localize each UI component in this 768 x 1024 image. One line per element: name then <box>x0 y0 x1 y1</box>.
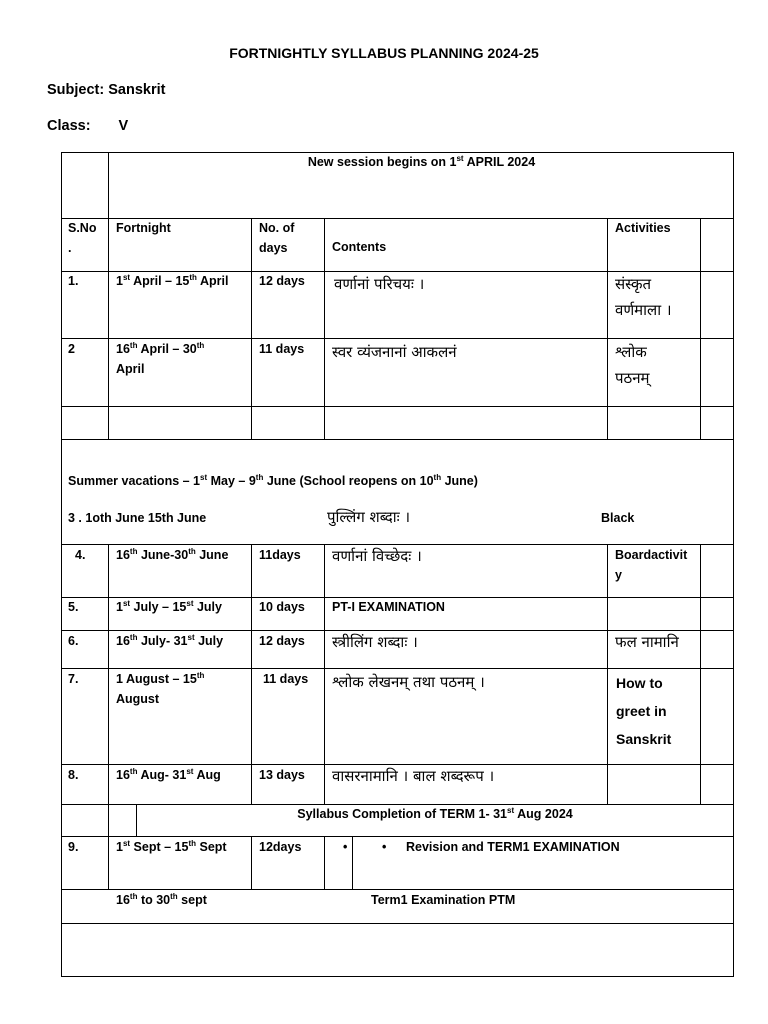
row-7-sno: 7. <box>68 672 79 686</box>
row-4-activity: Boardactivit y <box>615 548 688 582</box>
header-fortnight: Fortnight <box>116 221 171 235</box>
row-1-sno: 1. <box>68 274 79 288</box>
session-start-note: New session begins on 1st APRIL 2024 <box>307 153 536 169</box>
row-9-content: Revision and TERM1 EXAMINATION <box>406 840 620 854</box>
row-5-days: 10 days <box>259 600 305 614</box>
row-7-days: 11 days <box>263 672 309 686</box>
row-7-fortnight: 1 August – 15th August <box>116 670 205 706</box>
row-1-activity: संस्कृत वर्णमाला । <box>615 275 672 319</box>
row-4-content: वर्णानां विच्छेदः । <box>332 547 422 565</box>
row-2-fortnight: 16th April – 30th April <box>116 340 205 376</box>
row-5-sno: 5. <box>68 600 79 614</box>
summer-vacation-note: Summer vacations – 1st May – 9th June (School reopens on 10th June) <box>68 472 478 488</box>
row-6-fortnight: 16th July- 31st July <box>116 632 224 648</box>
class-value: V <box>118 118 129 134</box>
row-4-sno: 4. <box>75 548 86 562</box>
class-label: Class: <box>47 118 91 134</box>
header-contents: Contents <box>332 240 387 254</box>
row-4-days: 11days <box>259 548 301 562</box>
row-5-fortnight: 1st July – 15st July <box>116 598 222 614</box>
row-8-fortnight: 16th Aug- 31st Aug <box>116 766 221 782</box>
row-8-sno: 8. <box>68 768 79 782</box>
row-6-content: स्त्रीलिंग शब्दाः । <box>332 633 418 651</box>
bullet-icon: • <box>343 840 348 854</box>
row-3-content: पुल्लिंग शब्दाः । <box>327 508 411 526</box>
class-line <box>47 118 128 134</box>
header-activities: Activities <box>615 221 671 235</box>
row-9-fortnight: 1st Sept – 15th Sept <box>116 838 227 854</box>
row-2-content: स्वर व्यंजनानां आकलनं <box>332 343 457 361</box>
row-2-activity: श्लोक पठनम् <box>615 343 650 387</box>
row-9-days: 12days <box>259 840 302 854</box>
row-7-activity: How to greet in Sanskrit <box>616 675 672 747</box>
row-2-days: 11 days <box>259 342 305 356</box>
row-6-sno: 6. <box>68 634 79 648</box>
row-10-content: Term1 Examination PTM <box>371 893 516 907</box>
row-8-days: 13 days <box>259 768 305 782</box>
row-2-sno: 2 <box>68 342 75 356</box>
term1-completion-note: Syllabus Completion of TERM 1- 31st Aug 2024 <box>297 805 573 821</box>
row-3-activity: Black <box>601 511 635 525</box>
row-7-content: श्लोक लेखनम् तथा पठनम् । <box>332 673 485 691</box>
row-3-fortnight: 3 . 1oth June 15th June <box>68 511 207 525</box>
row-6-days: 12 days <box>259 634 305 648</box>
header-no-of-days: No. of days <box>259 221 295 255</box>
row-5-content: PT-I EXAMINATION <box>332 600 445 614</box>
row-1-fortnight: 1st April – 15th April <box>116 272 229 288</box>
row-1-content: वर्णानां परिचयः । <box>334 275 425 293</box>
row-10-fortnight: 16th to 30th sept <box>116 891 207 907</box>
row-4-fortnight: 16th June-30th June <box>116 546 229 562</box>
row-6-activity: फल नामानि <box>615 633 679 651</box>
document-title: FORTNIGHTLY SYLLABUS PLANNING 2024-25 <box>229 45 539 61</box>
header-sno: S.No . <box>68 221 97 255</box>
subject-line: Subject: Sanskrit <box>47 82 166 98</box>
row-8-content: वासरनामानि । बाल शब्दरूप । <box>332 767 495 785</box>
bullet-icon: • <box>382 840 387 854</box>
row-1-days: 12 days <box>259 274 305 288</box>
row-9-sno: 9. <box>68 840 79 854</box>
